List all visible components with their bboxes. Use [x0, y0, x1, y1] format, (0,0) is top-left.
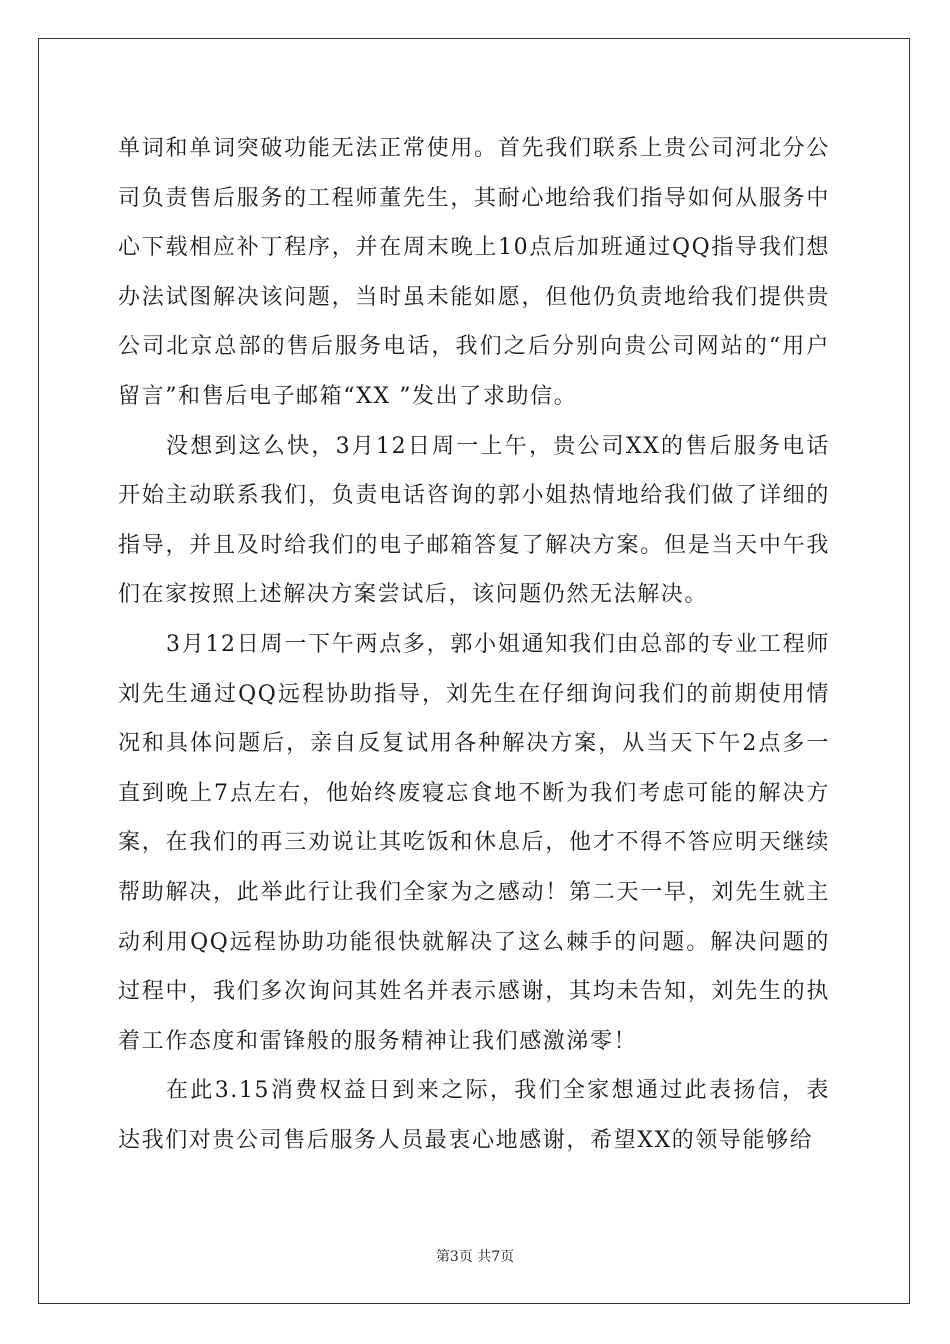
paragraph-1: 单词和单词突破功能无法正常使用。首先我们联系上贵公司河北分公司负责售后服务的工程师董先生，其耐心地给我们指导如何从服务中心下载相应补丁程序，并在周末晚上10点后加班通过QQ指导我们想办法试图解决该问题，当时虽未能如愿，但他仍负责地给我们提供贵公司北京总部的售后服务电话，我们之后分别向贵公司网站的“用户留言”和售后电子邮箱“XX ”发出了求助信。 — [118, 136, 830, 409]
paragraph-4: 在此3.15消费权益日到来之际，我们全家想通过此表扬信，表达我们对贵公司售后服务人员最衷心地感谢，希望XX的领导能够给 — [118, 1078, 830, 1153]
document-body — [118, 124, 830, 1165]
paragraph-2: 没想到这么快，3月12日周一上午，贵公司XX的售后服务电话开始主动联系我们，负责电话咨询的郭小姐热情地给我们做了详细的指导，并且及时给我们的电子邮箱答复了解决方案。但是当天中午我们在家按照上述解决方案尝试后，该问题仍然无法解决。 — [118, 433, 830, 608]
paragraph-3: 3月12日周一下午两点多，郭小姐通知我们由总部的专业工程师刘先生通过QQ远程协助指导，刘先生在仔细询问我们的前期使用情况和具体问题后，亲自反复试用各种解决方案，从当天下午2点多一直到晚上7点左右，他始终废寝忘食地不断为我们考虑可能的解决方案，在我们的再三劝说让其吃饭和休息后，他才不得不答应明天继续帮助解决，此举此行让我们全家为之感动！第二天一早，刘先生就主动利用QQ远程协助功能很快就解决了这么棘手的问题。解决问题的过程中，我们多次询问其姓名并表示感谢，其均未告知，刘先生的执着工作态度和雷锋般的服务精神让我们感激涕零！ — [118, 631, 830, 1054]
page-number-footer: 第3页 共7页 — [435, 1249, 515, 1265]
